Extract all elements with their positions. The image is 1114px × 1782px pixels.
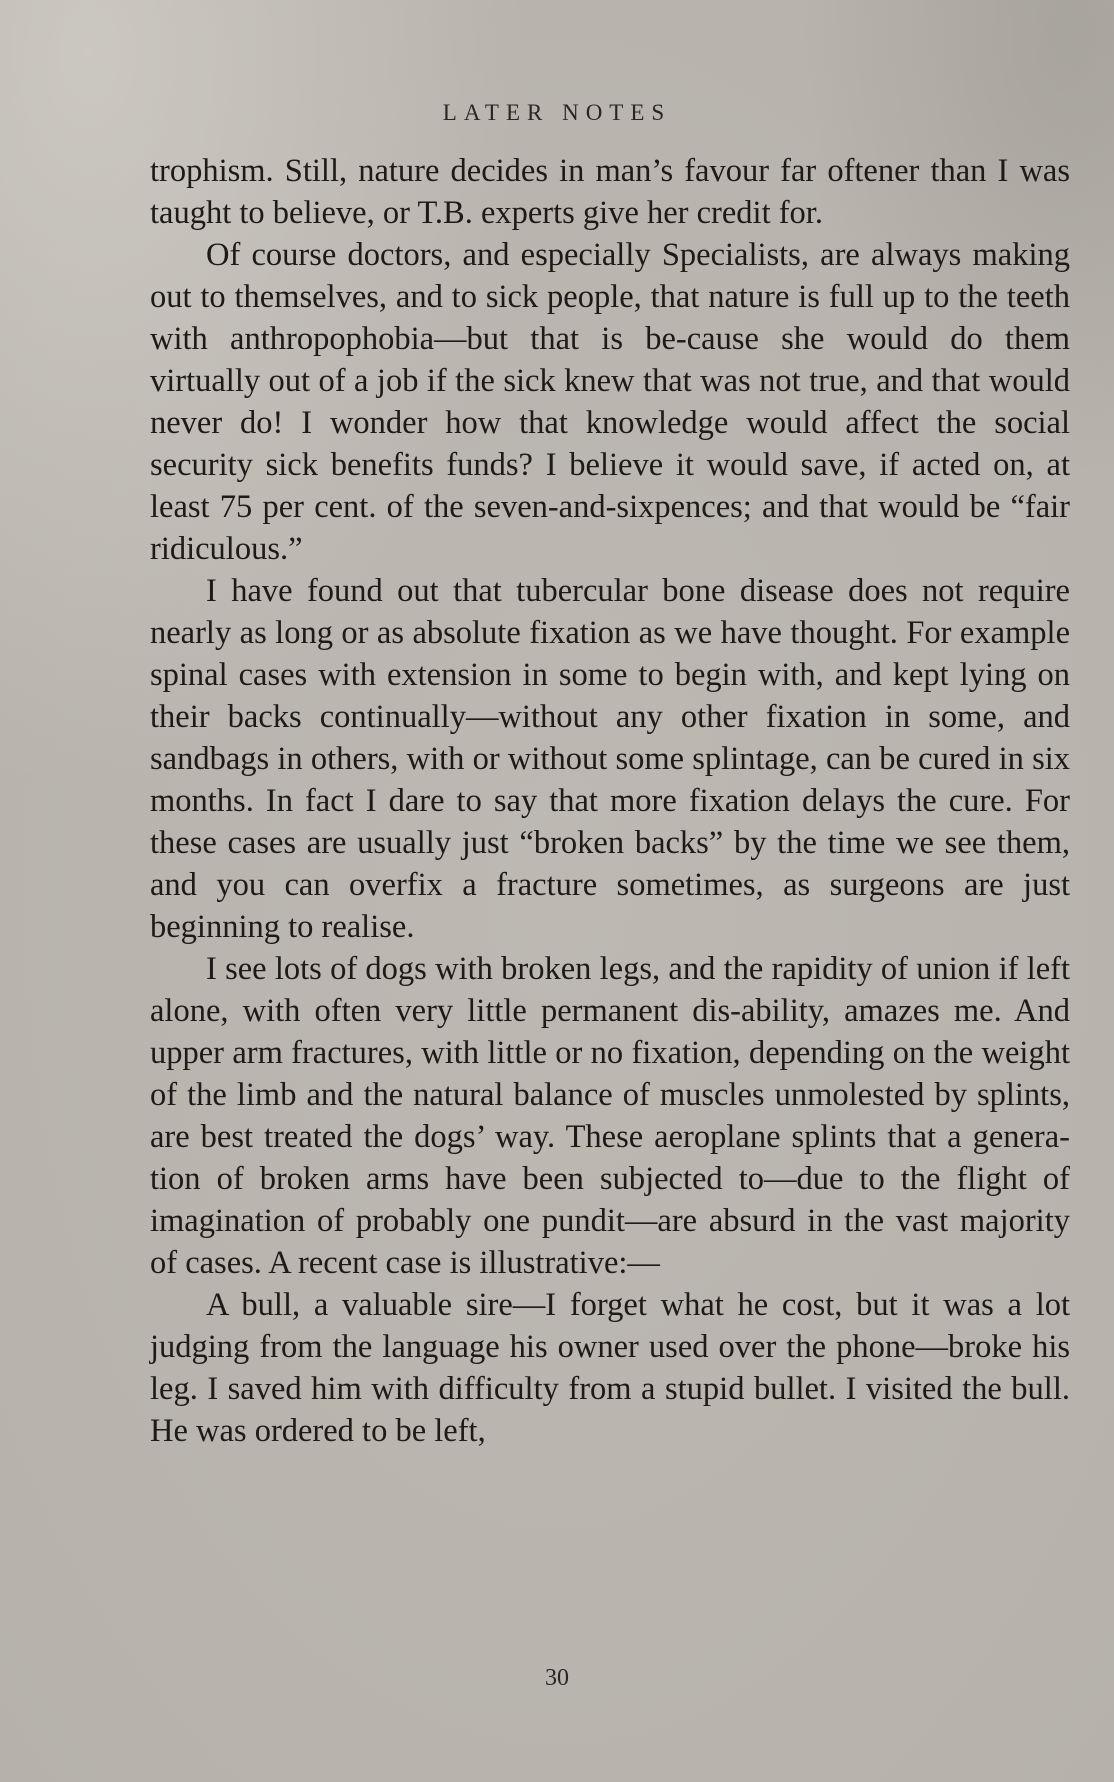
paragraph-specialists: Of course doctors, and especially Specialists, are always making out to themselves, and to sick people, that nature is full up to the teeth with anthropophobia—but that is be‐cause she would do them virtually out of a job if the sick knew that was not true, and that would never do! I wonder how that knowledge would affect the social security sick benefits funds? I believe it would save, if acted on, at least 75 per cent. of the seven-and-sixpences; and that would be “fair ridiculous.” [150,237,1070,567]
page-number: 30 [545,1665,569,1691]
running-head: LATER NOTES [442,100,672,125]
paragraph-dogs-fractures: I see lots of dogs with broken legs, and the rapidity of union if left alone, with often very little permanent dis‐ability, amazes me. And upper arm fractures, with little or no fixation, depending on the weight of the limb and the natural balance of muscles unmolested by splints, are best treated the dogs’ way. These aeroplane splints that a genera‐tion of broken arms have been subjected to—due to the flight of imagination of probably one pundit—are absurd in the vast majority of cases. A recent case is illustrative:— [150,951,1070,1281]
paragraph-continuation: trophism. Still, nature decides in man’s favour far oftener than I was taught to believe, or T.B. experts give her credit for. [150,153,1070,231]
paragraph-bone-disease: I have found out that tubercular bone disease does not require nearly as long or as absolute fixation as we have thought. For example spinal cases with extension in some to begin with, and kept lying on their backs continually—without any other fixation in some, and sandbags in others, with or without some splintage, can be cured in six months. In fact I dare to say that more fixation delays the cure. For these cases are usually just “broken backs” by the time we see them, and you can overfix a fracture sometimes, as surgeons are just beginning to realise. [150,573,1070,945]
paragraph-bull-case: A bull, a valuable sire—I forget what he cost, but it was a lot judging from the language his owner used over the phone—broke his leg. I saved him with difficulty from a stupid bullet. I visited the bull. He was ordered to be left, [150,1287,1070,1449]
body-text [150,150,1070,1452]
